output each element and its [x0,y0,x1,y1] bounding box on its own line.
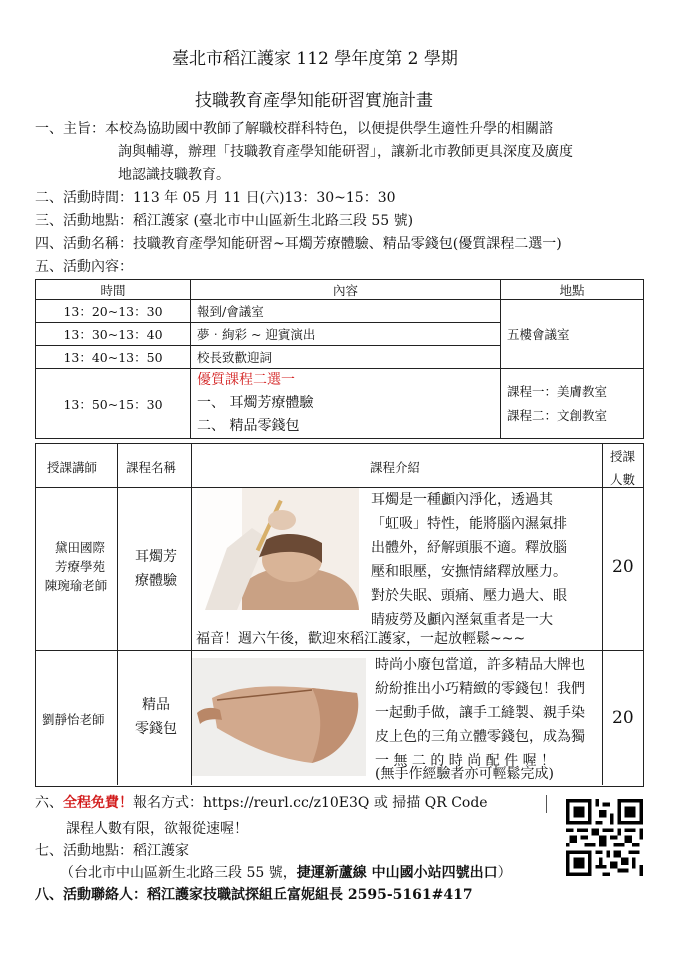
contact-person: 八、活動聯絡人：稻江護家技職試探組丘富妮組長 2595-5161#417 [35,887,473,903]
course-1-intro-last: 福音！週六午後，歡迎來稻江護家，一起放輕鬆~~~ [196,631,526,647]
document-title: 臺北市稻江護家 112 學年度第 2 學期 [172,49,458,69]
schedule-time: 13：40~13：50 [36,346,191,369]
header-teacher: 授課講師 [47,460,98,475]
schedule-time: 13：50~15：30 [36,369,191,439]
course-2-room: 課程二：文創教室 [507,407,608,423]
mrt-direction: 捷運新蘆線 中山國小站四號出口 [296,865,498,881]
elective-note: 優質課程二選一 [197,372,295,388]
purpose-line-3: 地認識技職教育。 [118,167,230,183]
header-course-intro: 課程介紹 [370,460,421,475]
registration-method: 報名方式：https://reurl.cc/z10E3Q 或 掃描 QR Code [133,795,488,811]
schedule-time: 13：30~13：40 [36,323,191,346]
ear-candle-photo [197,488,359,610]
registration-line: 六、全程免費！報名方式：https://reurl.cc/z10E3Q 或 掃描 QR Code [35,795,488,811]
course-2-teacher: 劉靜怡老師 [42,712,105,727]
course-1-room: 課程一：美膚教室 [507,383,608,399]
course-1-count: 20 [612,557,634,577]
schedule-place: 五樓會議室 [501,300,644,369]
header-count-1: 授課 [610,449,636,464]
qr-code[interactable] [566,799,643,876]
header-course-name: 課程名稱 [126,460,177,475]
schedule-content: 夢‧絢彩 ~ 迎賓演出 [191,323,501,346]
free-note: 全程免費！ [63,795,133,811]
course-2-intro-last: (無手作經驗者亦可輕鬆完成) [375,766,554,782]
course-2-count: 20 [612,708,634,728]
schedule-content: 校長致歡迎詞 [191,346,501,369]
header-count-2: 人數 [610,472,636,487]
course-option-2: 二、 精品零錢包 [197,418,300,434]
activity-location: 三、活動地點：稻江護家 (臺北市中山區新生北路三段 55 號) [35,213,414,229]
schedule-table [35,279,644,439]
course-1-teacher: 黛田國際 芳療學苑 陳琬瑜老師 [44,540,108,593]
activity-name: 四、活動名稱：技職教育產學知能研習~耳燭芳療體驗、精品零錢包(優質課程二選一) [35,236,562,252]
coin-purse-photo [192,658,366,776]
course-2-name: 精品 零錢包 [135,697,177,737]
limited-seats-note: 課程人數有限，欲報從速喔！ [66,821,248,837]
activity-time: 二、活動時間：113 年 05 月 11 日(六)13：30~15：30 [35,190,396,206]
purpose-line-1: 一、主旨：本校為協助國中教師了解職校群科特色，以便提供學生適性升學的相關諮 [35,121,553,137]
schedule-content: 報到/會議室 [191,300,501,323]
text-cursor [546,795,547,813]
header-content: 內容 [191,280,501,300]
course-option-1: 一、 耳燭芳療體驗 [197,395,314,411]
event-venue: 七、活動地點：稻江護家 [35,843,189,859]
activity-content-heading: 五、活動內容： [35,259,133,275]
document-subtitle: 技職教育產學知能研習實施計畫 [195,91,433,111]
course-1-name: 耳燭芳 療體驗 [135,549,177,589]
course-2-intro: 時尚小廢包當道，許多精品大牌也 紛紛推出小巧精緻的零錢包！我們 一起動手做，讓手工縫製、親手染 皮上色的三角立體零錢包，成為獨 一 無 二 的 時 尚 配 件 喔 ！ [375,657,585,769]
header-place: 地點 [501,280,644,300]
schedule-time: 13：20~13：30 [36,300,191,323]
venue-address: （台北市中山區新生北路三段 55 號，捷運新蘆線 中山國小站四號出口） [60,865,512,881]
course-1-intro: 耳燭是一種顱內淨化，透過其 「虹吸」特性，能將腦內濕氣排 出體外，紓解頭脹不適。釋放腦 壓和眼壓，安撫情緒釋放壓力。 對於失眠、頭痛、壓力過大、眼 睛疲勞及顱內溼氣重者是一大 [371,492,567,628]
header-time: 時間 [36,280,191,300]
purpose-line-2: 詢與輔導，辦理「技職教育產學知能研習」，讓新北市教師更具深度及廣度 [118,144,573,160]
